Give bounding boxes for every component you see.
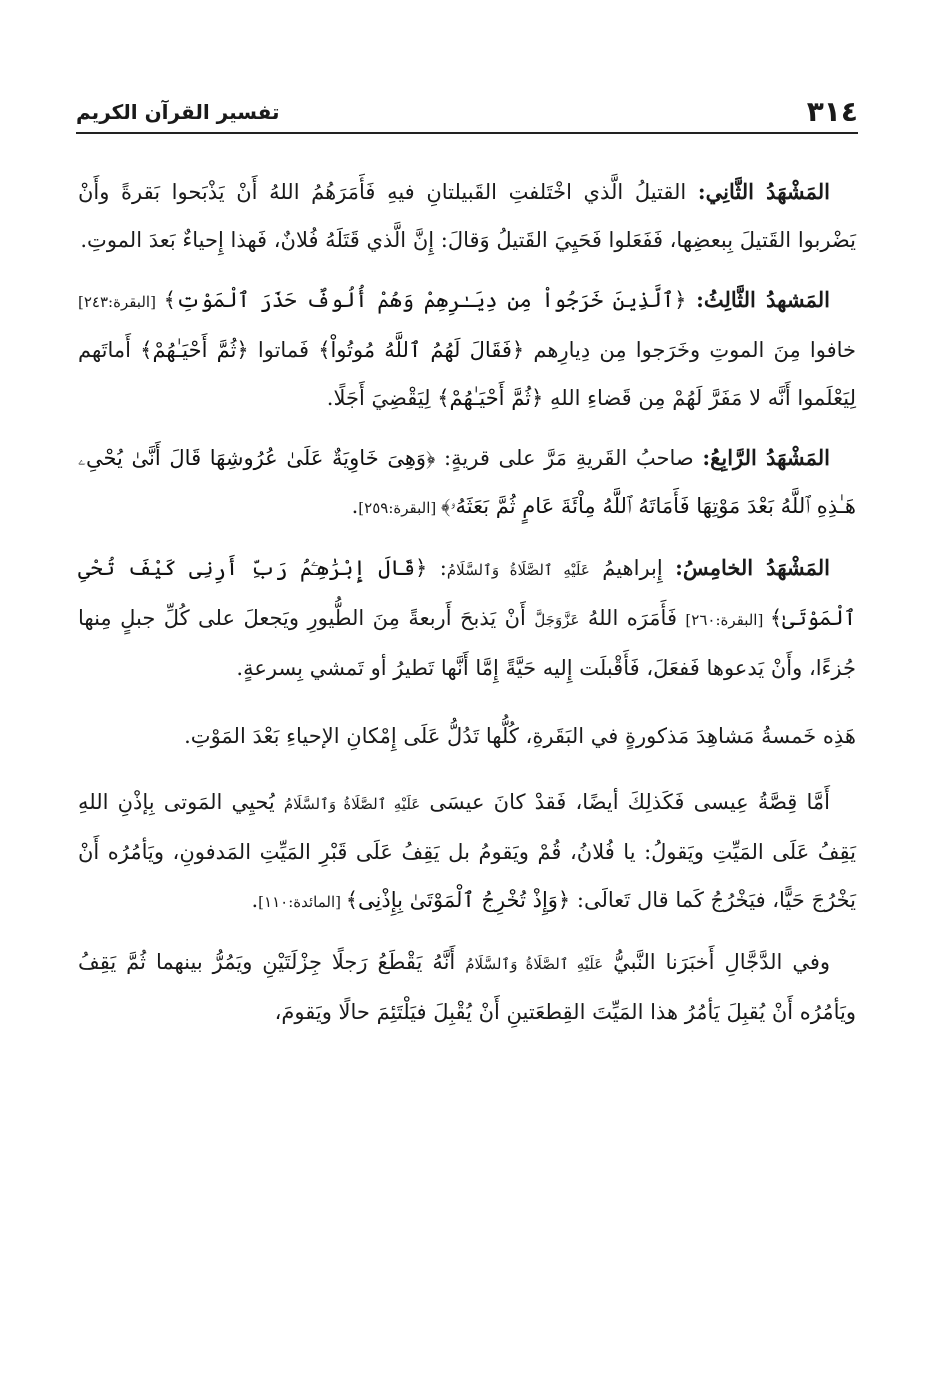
scene-5-text: إِبراهيمُ: [589, 556, 676, 580]
verse-reference: [البقرة:٢٤٣]: [78, 293, 164, 311]
quran-verse: ﴿ٱلَّذِينَ خَرَجُواْ مِن دِيَـٰرِهِمْ وَهُمْ أُلُوفٌ حَذَرَ ٱلْمَوْتِ﴾: [163, 288, 697, 312]
isa-text: أَمَّا قِصَّةُ عِيسى فَكَذلِكَ أيضًا، فَقدْ كانَ عيسَى: [420, 790, 830, 814]
quran-verse: ﴿وَهِىَ خَاوِيَةٌ عَلَىٰ عُرُوشِهَا قَالَ أَنَّىٰ يُحْىِۦ هَـٰذِهِ ٱللَّهُ بَعْدَ مَوْتِهَا فَأَمَاتَهُ ٱللَّهُ مِاْئَةَ عَامٍ ثُمَّ بَعَثَهُۥ﴾: [78, 446, 856, 518]
summary-text: هَذِه خَمسةُ مَشاهِدَ مَذكورةٍ في البَقَرةِ، كُلُّها تَدُلُّ عَلَى إِمْكانِ الإحياءِ بَعْدَ المَوْتِ.: [184, 724, 856, 748]
scene-5-text: أَنْ يَذبحَ أَربعةً مِنَ الطُّيورِ ويَجعلَ على كُلِّ جبلٍ مِنها جُزءًا، وأَنْ يَدعوها فَفعَلَ، فَأَقْبلَت إِليه حَيَّةً إِمَّا أَنَّها تَطيرُ أو تَمشي بِسرعةٍ.: [78, 606, 856, 680]
page-body: [78, 168, 856, 1048]
scene-3-text: خافوا مِنَ الموتِ وخَرَجوا مِن دِيارِهم: [533, 338, 856, 362]
verse-reference: [البقرة:٢٦٠]: [685, 611, 770, 629]
paragraph-scene-4: [78, 434, 856, 532]
paragraph-scene-2: [78, 168, 856, 264]
honorific: عَلَيْهِ ٱلصَّلَاةُ وَٱلسَّلَامُ: [465, 955, 604, 973]
scene-2-heading: المَشْهَدُ الثَّانِي:: [697, 179, 830, 204]
scene-5-text: :: [427, 556, 447, 580]
dajjal-text: أَنَّهُ يَقْطَعُ رَجلًا جِزْلَتَيْنِ ويَمُرُّ بينهما ثُمَّ يَقِفُ ويَأمُرُه أَنْ يُقبِلَ يَأمُرُ هذا المَيِّتَ القِطعَتينِ أَنْ يُقْبِلَ فيَلْتَئِمَ حالًا ويَقومَ،: [78, 950, 856, 1024]
quran-verse: ﴿قَالَ إِبْرَٰهِـۧمُ رَبِّ أَرِنِى كَيْفَ تُحْىِ ٱلْمَوْتَىٰ﴾: [78, 556, 856, 630]
scene-4-text: صاحبُ القَريةِ مَرَّ على قريةٍ:: [444, 446, 703, 470]
scene-3-text: فَماتوا: [257, 338, 319, 362]
paragraph-isa: [78, 778, 856, 926]
scene-3-text: أَماتَهم لِيَعْلَموا أَنَّه لا مَفَرَّ لَهُمْ مِن قَضاءِ اللهِ: [78, 338, 856, 410]
quran-verse: ﴿فَقَالَ لَهُمُ ٱللَّهُ مُوتُواْ﴾: [318, 338, 534, 362]
paragraph-scene-5: [78, 544, 856, 692]
isa-text: .: [251, 888, 259, 912]
page-number: ٣١٤: [806, 95, 858, 128]
paragraph-summary: [78, 704, 856, 768]
dajjal-text: وفي الدَّجَّالِ أَخبَرَنا النَّبيُّ: [603, 950, 830, 974]
quran-verse: ﴿ثُمَّ أَحْيَـٰهُمْ﴾: [437, 386, 550, 410]
page-header: [76, 92, 858, 134]
scene-3-heading: المَشهدُ الثَّالِثُ:: [696, 287, 830, 312]
scene-5-heading: المَشْهَدُ الخامِسُ:: [675, 555, 831, 580]
paragraph-dajjal: [78, 938, 856, 1036]
scene-2-text: القتيلُ الَّذي اخْتَلفتِ القَبيلتانِ فيهِ فَأَمَرَهُمُ اللهُ أَنْ يَذْبَحوا بَقرةً وأَنْ يَضْربوا القَتيلَ بِبعضِها، فَفَعَلوا فَحَيِيَ القَتيلُ وَقالَ: إِنَّ الَّذي قَتَلَهُ فُلانٌ، فَهذا إِحياءٌ بَعدَ الموتِ.: [78, 180, 856, 252]
quran-verse: ﴿ثُمَّ أَحْيَـٰهُمْ﴾: [140, 338, 258, 362]
honorific: عَلَيْهِ ٱلصَّلَاةُ وَٱلسَّلَامُ: [283, 795, 421, 813]
running-title: تفسير القرآن الكريم: [76, 100, 280, 124]
quran-verse: ﴿وَإِذْ تُخْرِجُ ٱلْمَوْتَىٰ بِإِذْنِى﴾: [345, 888, 571, 912]
scene-5-text: فَأَمَرَه اللهُ: [579, 606, 686, 630]
honorific: عَزَّوَجَلَّ: [534, 611, 580, 629]
verse-reference: [البقرة:٢٥٩]: [358, 499, 441, 517]
paragraph-scene-3: [78, 276, 856, 422]
scene-4-text: .: [351, 494, 359, 518]
scene-4-heading: المَشْهَدُ الرَّابِعُ:: [702, 445, 830, 470]
honorific: عَلَيْهِ ٱلصَّلَاةُ وَٱلسَّلَامُ: [446, 561, 590, 579]
verse-reference: [المائدة:١١٠]: [258, 893, 346, 911]
scene-3-text: لِيَقْضِيَ أَجَلًا.: [326, 386, 438, 410]
isa-text: يُحيِي المَوتى بِإذْنِ اللهِ يَقِفُ عَلَى المَيِّتِ ويَقولُ: يا فُلانُ، قُمْ ويَقومُ بل يَقِفُ عَلَى قَبْرِ المَيِّتِ المَدفونِ، ويَأمُرُه أَنْ يَخْرُجَ حَيًّا، فيَخْرُجُ كَما قال تَعالَى:: [78, 790, 856, 912]
